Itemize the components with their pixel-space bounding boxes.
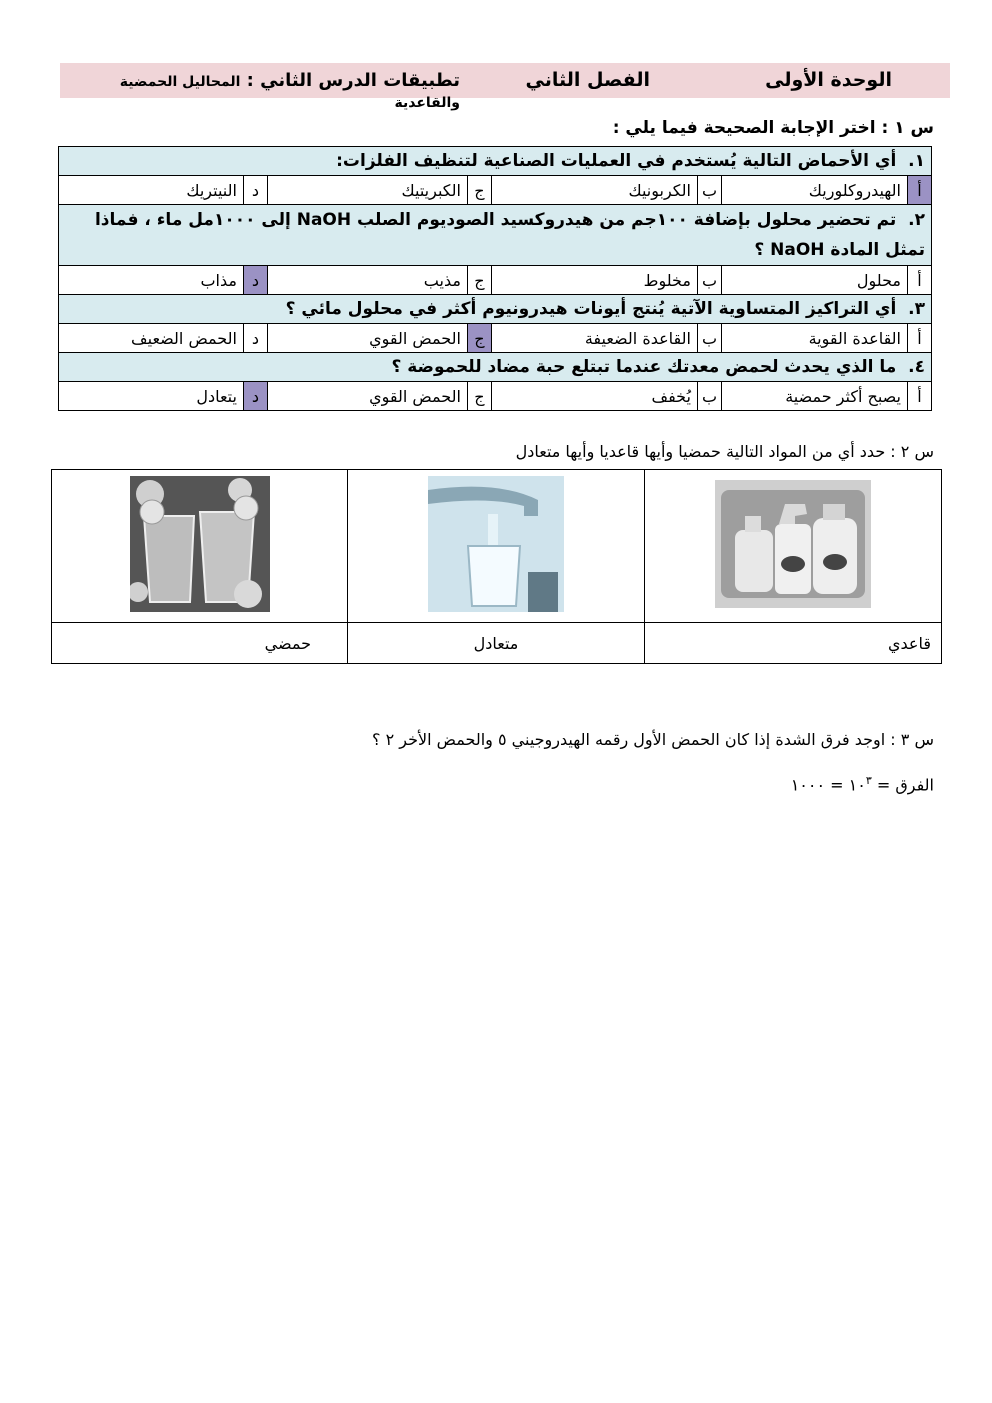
tap-water-image <box>428 476 564 612</box>
cleaning-bottles-image <box>715 480 871 608</box>
option-letter[interactable]: ب <box>697 176 721 205</box>
page-header <box>60 63 950 111</box>
answer-label-acidic: حمضي <box>52 623 348 664</box>
option-letter[interactable]: ج <box>467 176 491 205</box>
question-row-2 <box>59 205 932 266</box>
options-row-3 <box>59 324 932 353</box>
lesson-title <box>60 70 460 112</box>
option-letter[interactable]: د <box>243 382 267 411</box>
option-text[interactable]: يتعادل <box>59 382 244 411</box>
answer-base: الفرق = ١٠ <box>848 775 934 795</box>
option-text[interactable]: الحمض القوي <box>267 324 467 353</box>
unit-title: الوحدة الأولى <box>765 69 892 91</box>
option-text[interactable]: الكبريتيك <box>267 176 467 205</box>
classification-table <box>51 469 942 664</box>
options-row-2 <box>59 266 932 295</box>
option-text[interactable]: الهيدروكلوريك <box>722 176 908 205</box>
question-3-answer <box>791 774 934 794</box>
option-letter[interactable]: ج <box>467 324 491 353</box>
option-letter[interactable]: أ <box>908 176 932 205</box>
question-2-title: س ٢ : حدد أي من المواد التالية حمضيا وأيها قاعديا وأيها متعادل <box>515 442 934 461</box>
option-letter[interactable]: ج <box>467 266 491 295</box>
lemonade-image <box>130 476 270 612</box>
lesson-label: تطبيقات الدرس الثاني : <box>246 70 460 91</box>
answer-exponent: ٣ <box>865 774 872 787</box>
question-row-4 <box>59 353 932 382</box>
question-text: ٣. أي التراكيز المتساوية الآتية يُنتج أيونات هيدرونيوم أكثر في محلول مائي ؟ <box>59 295 932 324</box>
option-text[interactable]: مذيب <box>267 266 467 295</box>
answer-result: = ١٠٠٠ <box>790 775 849 795</box>
image-cell <box>645 470 942 623</box>
option-letter[interactable]: أ <box>908 324 932 353</box>
option-text[interactable]: النيتريك <box>59 176 244 205</box>
question-row-3 <box>59 295 932 324</box>
option-letter[interactable]: أ <box>908 382 932 411</box>
option-text[interactable]: القاعدة الضعيفة <box>491 324 697 353</box>
option-text[interactable]: مخلوط <box>491 266 697 295</box>
chapter-title: الفصل الثاني <box>525 69 650 91</box>
options-row-1 <box>59 176 932 205</box>
answer-label-neutral: متعادل <box>348 623 645 664</box>
option-text[interactable]: يصبح أكثر حمضية <box>722 382 908 411</box>
option-letter[interactable]: د <box>243 324 267 353</box>
option-text[interactable]: القاعدة القوية <box>722 324 908 353</box>
question-3-title: س ٣ : اوجد فرق الشدة إذا كان الحمض الأول رقمه الهيدروجيني ٥ والحمض الأخر ٢ ؟ <box>372 730 934 749</box>
image-cell <box>348 470 645 623</box>
option-text[interactable]: محلول <box>722 266 908 295</box>
question-text: ١. أي الأحماض التالية يُستخدم في العمليات الصناعية لتنظيف الفلزات: <box>59 147 932 176</box>
option-text[interactable]: الحمض الضعيف <box>59 324 244 353</box>
option-letter[interactable]: ج <box>467 382 491 411</box>
option-text[interactable]: الكربونيك <box>491 176 697 205</box>
answer-label-basic: قاعدي <box>645 623 942 664</box>
lesson-topic: المحاليل الحمضية والقاعدية <box>119 74 460 111</box>
question-row-1 <box>59 147 932 176</box>
question-text: ٤. ما الذي يحدث لحمض معدتك عندما تبتلع حبة مضاد للحموضة ؟ <box>59 353 932 382</box>
question-1-title: س ١ : اختر الإجابة الصحيحة فيما يلي : <box>612 118 934 138</box>
option-text[interactable]: الحمض القوي <box>267 382 467 411</box>
option-letter[interactable]: د <box>243 176 267 205</box>
images-row <box>52 470 942 623</box>
option-letter[interactable]: د <box>243 266 267 295</box>
options-row-4 <box>59 382 932 411</box>
option-text[interactable]: يُخفف <box>491 382 697 411</box>
image-cell <box>52 470 348 623</box>
mcq-table <box>58 146 932 411</box>
option-letter[interactable]: ب <box>697 324 721 353</box>
option-letter[interactable]: ب <box>697 382 721 411</box>
option-text[interactable]: مذاب <box>59 266 244 295</box>
labels-row <box>52 623 942 664</box>
option-letter[interactable]: أ <box>908 266 932 295</box>
option-letter[interactable]: ب <box>697 266 721 295</box>
question-text: ٢. تم تحضير محلول بإضافة ١٠٠جم من هيدروكسيد الصوديوم الصلب NaOH إلى ١٠٠٠مل ماء ، فماذا تمثل المادة NaOH ؟ <box>59 205 932 266</box>
